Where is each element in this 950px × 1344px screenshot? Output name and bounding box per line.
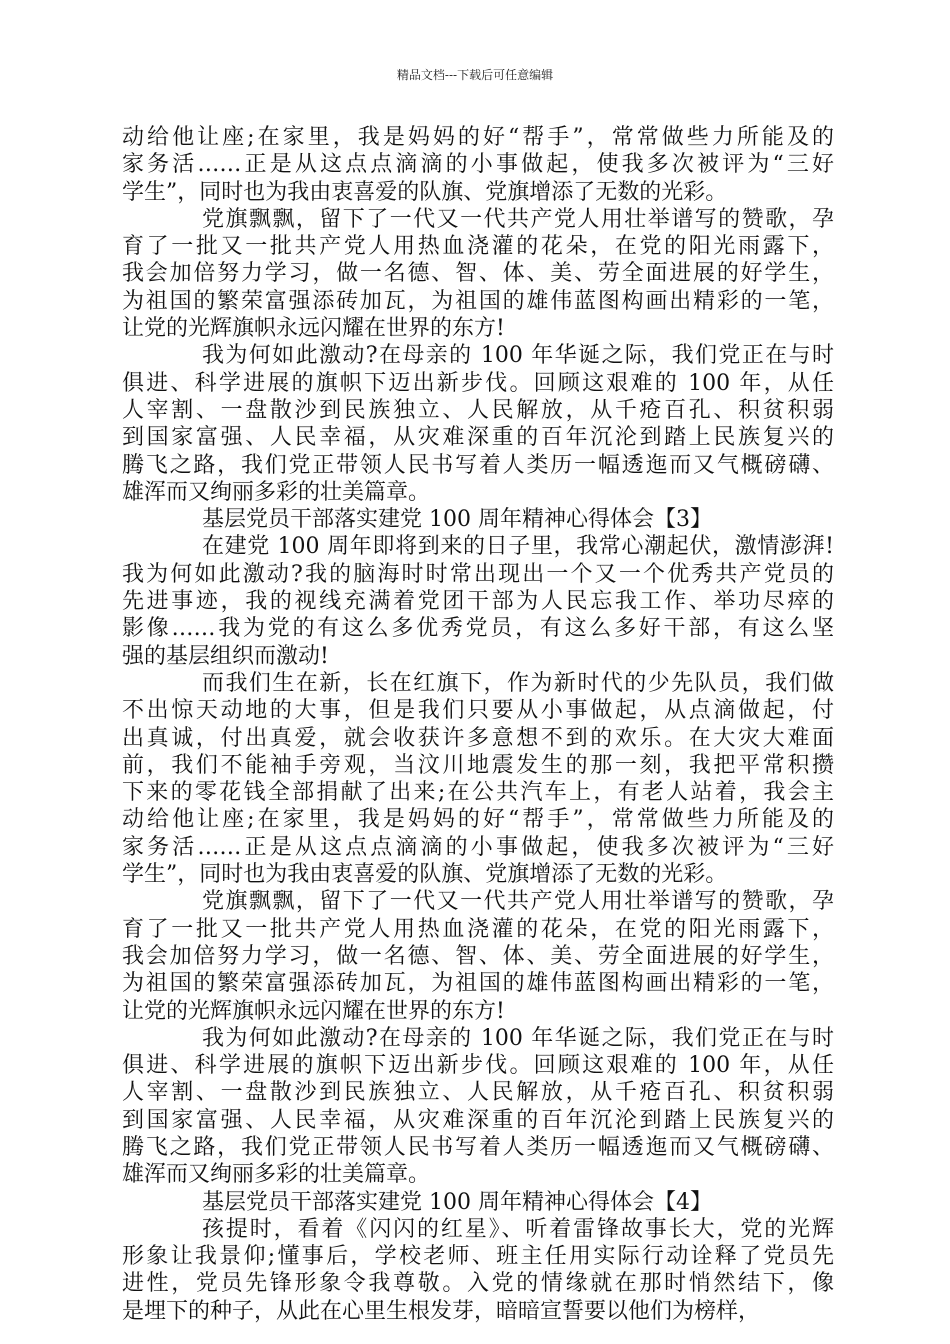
text-line: 俱进、科学进展的旗帜下迈出新步伐。回顾这艰难的 100 年，从任 [122, 1053, 834, 1079]
text-line: 学生”，同时也为我由衷喜爱的队旗、党旗增添了无数的光彩。 [122, 179, 728, 205]
text-line: 我为何如此激动?在母亲的 100 年华诞之际，我们党正在与时 [202, 1025, 834, 1051]
text-line: 党旗飘飘，留下了一代又一代共产党人用壮举谱写的赞歌，孕 [202, 889, 834, 915]
text-line: 形象让我景仰;懂事后，学校老师、班主任用实际行动诠释了党员先 [122, 1244, 834, 1270]
text-line: 基层党员干部落实建党 100 周年精神心得体会【4】 [202, 1189, 712, 1215]
text-line: 动给他让座;在家里，我是妈妈的好“帮手”，常常做些力所能及的 [122, 125, 834, 150]
text-line: 到国家富强、人民幸福，从灾难深重的百年沉沦到踏上民族复兴的 [122, 425, 834, 451]
paragraph [122, 1216, 834, 1325]
text-line: 到国家富强、人民幸福，从灾难深重的百年沉沦到踏上民族复兴的 [122, 1107, 834, 1133]
page-header: 精品文档---下载后可任意编辑 [396, 68, 554, 82]
text-line: 前，我们不能袖手旁观，当汶川地震发生的那一刻，我把平常积攒 [122, 752, 834, 778]
text-line: 让党的光辉旗帜永远闪耀在世界的东方! [122, 998, 505, 1024]
paragraph [122, 124, 834, 206]
paragraph [122, 533, 834, 669]
text-line: 进性，党员先锋形象令我尊敬。入党的情缘就在那时悄然结下，像 [122, 1271, 834, 1297]
text-line: 强的基层组织而激动! [122, 643, 329, 669]
text-line: 为祖国的繁荣富强添砖加瓦，为祖国的雄伟蓝图构画出精彩的一笔， [122, 971, 834, 997]
text-line: 我会加倍努力学习，做一名德、智、体、美、劳全面进展的好学生， [122, 943, 834, 969]
text-line: 在建党 100 周年即将到来的日子里，我常心潮起伏，激情澎湃! [202, 534, 834, 560]
document-body [122, 124, 834, 1325]
text-line: 基层党员干部落实建党 100 周年精神心得体会【3】 [202, 507, 712, 533]
text-line: 家务活……正是从这点点滴滴的小事做起，使我多次被评为“三好 [122, 834, 834, 860]
text-line: 为祖国的繁荣富强添砖加瓦，为祖国的雄伟蓝图构画出精彩的一笔， [122, 288, 834, 314]
text-line: 孩提时，看着《闪闪的红星》、听着雷锋故事长大，党的光辉 [202, 1216, 834, 1242]
paragraph [122, 670, 834, 888]
text-line: 出真诚，付出真爱，就会收获许多意想不到的欢乐。在大灾大难面 [122, 725, 834, 751]
text-line: 影像……我为党的有这么多优秀党员，有这么多好干部，有这么坚 [122, 616, 834, 642]
text-line: 人宰割、一盘散沙到民族独立、人民解放，从千疮百孔、积贫积弱 [122, 397, 834, 423]
text-line: 让党的光辉旗帜永远闪耀在世界的东方! [122, 316, 505, 342]
text-line: 动给他让座;在家里，我是妈妈的好“帮手”，常常做些力所能及的 [122, 807, 834, 833]
text-line: 下来的零花钱全部捐献了出来;在公共汽车上，有老人站着，我会主 [122, 780, 834, 806]
text-line: 我为何如此激动?我的脑海时时常出现出一个又一个优秀共产党员的 [122, 561, 834, 587]
text-line: 先进事迹，我的视线充满着党团干部为人民忘我工作、举功尽瘁的 [122, 589, 834, 615]
paragraph [122, 342, 834, 506]
text-line: 学生”，同时也为我由衷喜爱的队旗、党旗增添了无数的光彩。 [122, 862, 728, 888]
text-line: 不出惊天动地的大事，但是我们只要从小事做起，从点滴做起，付 [122, 698, 834, 724]
text-line: 家务活……正是从这点点滴滴的小事做起，使我多次被评为“三好 [122, 152, 834, 178]
text-line: 腾飞之路，我们党正带领人民书写着人类历一幅透迤而又气概磅礴、 [122, 452, 834, 478]
text-line: 腾飞之路，我们党正带领人民书写着人类历一幅透迤而又气概磅礴、 [122, 1134, 834, 1160]
text-line: 俱进、科学进展的旗帜下迈出新步伐。回顾这艰难的 100 年，从任 [122, 370, 834, 396]
text-line: 人宰割、一盘散沙到民族独立、人民解放，从千疮百孔、积贫积弱 [122, 1080, 834, 1106]
paragraph [122, 206, 834, 342]
paragraph [122, 506, 834, 533]
text-line: 育了一批又一批共产党人用热血浇灌的花朵，在党的阳光雨露下， [122, 916, 834, 942]
text-line: 党旗飘飘，留下了一代又一代共产党人用壮举谱写的赞歌，孕 [202, 206, 834, 232]
text-line: 我为何如此激动?在母亲的 100 年华诞之际，我们党正在与时 [202, 343, 834, 369]
text-line: 雄浑而又绚丽多彩的壮美篇章。 [122, 479, 431, 505]
text-line: 我会加倍努力学习，做一名德、智、体、美、劳全面进展的好学生， [122, 261, 834, 287]
text-line: 雄浑而又绚丽多彩的壮美篇章。 [122, 1162, 431, 1188]
text-line: 是埋下的种子，从此在心里生根发芽，暗暗宣誓要以他们为榜样， [122, 1298, 761, 1324]
paragraph [122, 1025, 834, 1189]
paragraph [122, 888, 834, 1024]
paragraph [122, 1189, 834, 1216]
text-line: 育了一批又一批共产党人用热血浇灌的花朵，在党的阳光雨露下， [122, 234, 834, 260]
text-line: 而我们生在新，长在红旗下，作为新时代的少先队员，我们做 [202, 670, 834, 696]
